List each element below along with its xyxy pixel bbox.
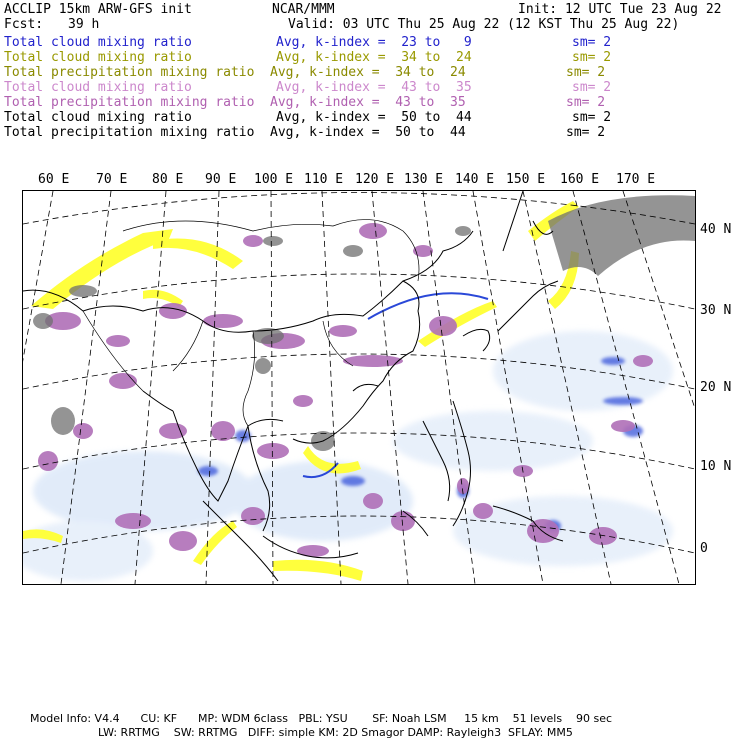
lat-label: 30 N xyxy=(700,303,732,318)
lon-label: 120 E xyxy=(355,172,395,187)
lon-label: 80 E xyxy=(152,172,184,187)
lat-label: 40 N xyxy=(700,222,732,237)
legend-sm: sm= 2 xyxy=(566,65,606,80)
legend-avg: Avg, k-index = 50 to 44 xyxy=(270,125,466,140)
legend-avg: Avg, k-index = 43 to 35 xyxy=(270,95,466,110)
lon-label: 90 E xyxy=(205,172,237,187)
legend-avg: Avg, k-index = 34 to 24 xyxy=(276,50,472,65)
lon-label: 110 E xyxy=(304,172,344,187)
legend-name: Total cloud mixing ratio xyxy=(4,110,192,125)
map-title: ACCLIP 15km ARW-GFS init xyxy=(4,2,192,17)
legend-name: Total precipitation mixing ratio xyxy=(4,125,255,140)
legend-sm: sm= 2 xyxy=(572,80,612,95)
lon-label: 140 E xyxy=(455,172,495,187)
lon-label: 170 E xyxy=(616,172,656,187)
lon-label: 70 E xyxy=(96,172,128,187)
legend-name: Total precipitation mixing ratio xyxy=(4,95,255,110)
legend-avg: Avg, k-index = 34 to 24 xyxy=(270,65,466,80)
forecast-map xyxy=(22,190,696,585)
center-name: NCAR/MMM xyxy=(272,2,335,17)
legend-name: Total cloud mixing ratio xyxy=(4,50,192,65)
legend-avg: Avg, k-index = 43 to 35 xyxy=(276,80,472,95)
valid-time: Valid: 03 UTC Thu 25 Aug 22 (12 KST Thu 25 Aug 22) xyxy=(288,17,680,32)
model-info-line-1: Model Info: V4.4 CU: KF MP: WDM 6class PBL: YSU SF: Noah LSM 15 km 51 levels 90 sec xyxy=(30,712,613,725)
lat-label: 0 xyxy=(700,541,708,556)
legend-avg: Avg, k-index = 50 to 44 xyxy=(276,110,472,125)
lon-label: 130 E xyxy=(404,172,444,187)
legend-sm: sm= 2 xyxy=(572,35,612,50)
legend-name: Total cloud mixing ratio xyxy=(4,80,192,95)
legend-avg: Avg, k-index = 23 to 9 xyxy=(276,35,472,50)
lon-label: 150 E xyxy=(506,172,546,187)
legend-sm: sm= 2 xyxy=(572,50,612,65)
init-time: Init: 12 UTC Tue 23 Aug 22 xyxy=(518,2,722,17)
legend-name: Total cloud mixing ratio xyxy=(4,35,192,50)
legend-sm: sm= 2 xyxy=(572,110,612,125)
forecast-label: Fcst: xyxy=(4,17,44,32)
legend-name: Total precipitation mixing ratio xyxy=(4,65,255,80)
lat-label: 20 N xyxy=(700,380,732,395)
legend-sm: sm= 2 xyxy=(566,125,606,140)
forecast-hour: 39 h xyxy=(68,17,100,32)
model-info-line-2: LW: RRTMG SW: RRTMG DIFF: simple KM: 2D Smagor DAMP: Rayleigh3 SFLAY: MM5 xyxy=(98,726,573,739)
map-canvas xyxy=(23,191,695,584)
lat-label: 10 N xyxy=(700,459,732,474)
lon-label: 60 E xyxy=(38,172,70,187)
legend-sm: sm= 2 xyxy=(566,95,606,110)
lon-label: 160 E xyxy=(560,172,600,187)
lon-label: 100 E xyxy=(254,172,294,187)
